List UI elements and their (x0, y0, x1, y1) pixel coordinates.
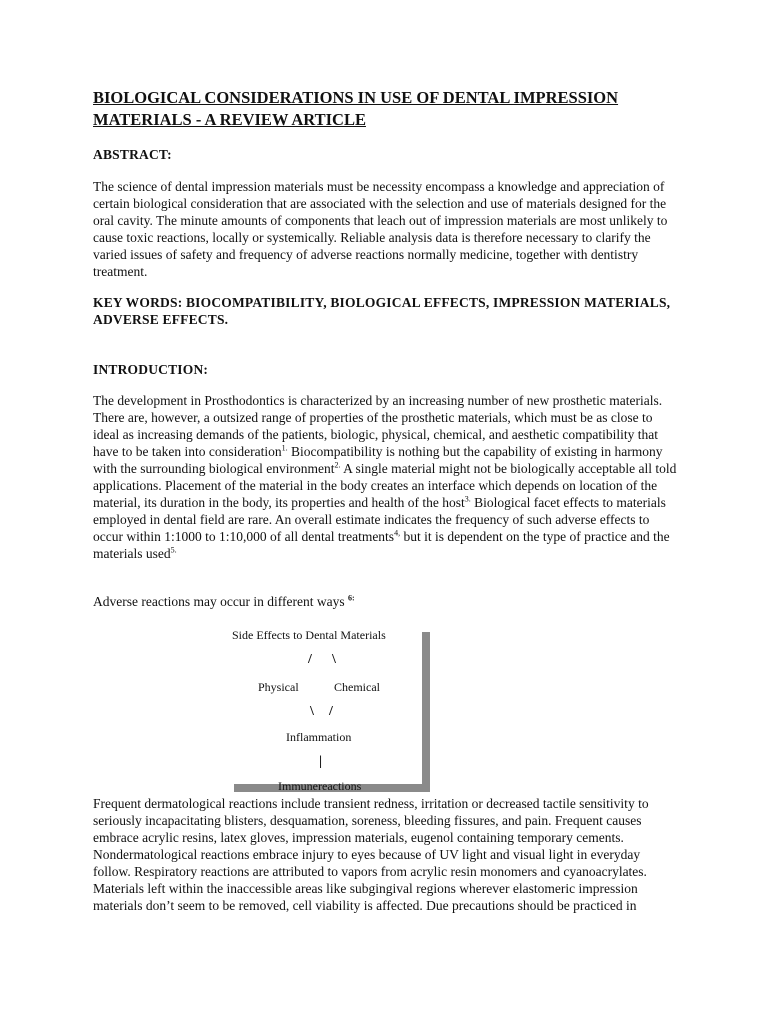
arrow-right-lower: / (329, 704, 333, 719)
node-immune: Immunereactions (278, 779, 362, 793)
intro-text-1: The development in Prosthodontics is characterized by an increasing number of new prosthetic materials. There are, however, a outsized range of properties of the prosthetic materials, which must be as close to ideal as increasing demands of the patients, biologic, physical, chemical, and aesthetic compatibility that have to be taken into consideration (93, 393, 663, 459)
adverse-reactions-line (93, 593, 678, 610)
arrow-down: | (319, 754, 323, 769)
reference-3: 3. (464, 494, 471, 504)
reference-5: 5. (170, 545, 177, 555)
arrow-left: / (308, 652, 312, 667)
side-effects-diagram (226, 624, 430, 792)
adverse-reactions-text: Adverse reactions may occur in different ways (93, 594, 349, 609)
body-paragraph: Frequent dermatological reactions include transient redness, irritation or decreased tactile sensitivity to seriously incapacitating blisters, desquamation, soreness, bleeding fissures, and pain. Frequent causes embrace acrylic resins, latex gloves, impression materials, eugenol containing temporary cements. Nondermatological reactions embrace injury to eyes because of UV light and visual light in everyday follow. Respiratory reactions are attributed to vapors from acrylic resin monomers and cyanoacrylates. Materials left within the inaccessible areas like subgingival regions wherever elastomeric impression materials don’t seem to be removed, cell viability is affected. Due precautions should be practiced in (93, 796, 649, 913)
reference-2: 2. (334, 460, 341, 470)
intro-text-3: A single material might not be biologically acceptable all told applications. Placement of the material in the body creates an interface which depends on location of the material, its duration in the body, its properties and health of the host (93, 461, 677, 510)
abstract-heading: ABSTRACT: (93, 147, 172, 162)
diagram-title: Side Effects to Dental Materials (232, 628, 386, 642)
figure-shadow (422, 632, 430, 792)
introduction-paragraph (93, 392, 678, 562)
arrow-right: \ (332, 652, 336, 667)
figure-box (226, 624, 422, 784)
reference-1: 1. (281, 443, 288, 453)
reference-6: 6: (348, 593, 355, 603)
intro-text-4: Biological facet effects to materials employed in dental field are rare. An overall estimate indicates the frequency of such adverse effects to occur within 1:1000 to 1:10,000 of all dental treatments (93, 495, 666, 544)
node-inflammation: Inflammation (286, 730, 352, 744)
intro-text-2: Biocompatibility is nothing but the capability of existing in harmony with the surrounding biological environment (93, 444, 663, 476)
node-chemical: Chemical (334, 680, 380, 694)
abstract-text: The science of dental impression materials must be necessity encompass a knowledge and appreciation of certain biological consideration that are associated with the selection and use of materials designed for the oral cavity. The minute amounts of components that leach out of impression materials are most unlikely to cause toxic reactions, locally or systemically. Reliable analysis data is therefore necessary to clarify the varied issues of safety and frequency of adverse reactions normally medicine, together with dentistry treatment. (93, 179, 668, 279)
article-title: BIOLOGICAL CONSIDERATIONS IN USE OF DENTAL IMPRESSION MATERIALS - A REVIEW ARTICLE (93, 88, 619, 129)
intro-text-5: but it is dependent on the type of practice and the materials used (93, 529, 670, 561)
reference-4: 4, (394, 528, 401, 538)
arrow-left-lower: \ (310, 704, 314, 719)
introduction-heading: INTRODUCTION: (93, 362, 209, 377)
node-physical: Physical (258, 680, 299, 694)
keywords: KEY WORDS: BIOCOMPATIBILITY, BIOLOGICAL EFFECTS, IMPRESSION MATERIALS, ADVERSE EFFECTS. (93, 295, 671, 327)
